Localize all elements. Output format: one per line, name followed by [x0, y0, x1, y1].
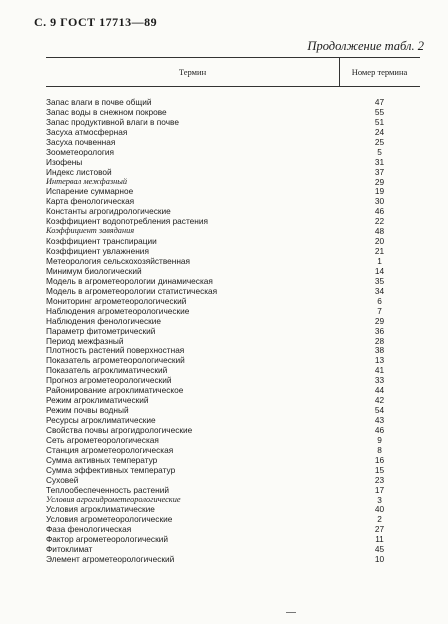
- table-header: [46, 58, 420, 86]
- term-number-cell: 40: [374, 504, 385, 515]
- table-row: [46, 236, 420, 246]
- table-row: [46, 117, 420, 127]
- term-number-cell: 20: [374, 236, 385, 247]
- term-cell: Условия агрогидрометеорологические: [46, 494, 181, 504]
- term-cell: Модель в агрометеорологии статистическая: [46, 285, 218, 296]
- term-cell: Константы агрогидрологические: [46, 206, 171, 217]
- term-number-cell: 41: [374, 365, 385, 376]
- table-row: [46, 216, 420, 226]
- term-number-cell: 27: [374, 524, 385, 535]
- term-number-cell: 1: [377, 256, 382, 266]
- term-number-cell: 9: [377, 434, 382, 445]
- term-number-cell: 34: [374, 285, 385, 296]
- table-row: [46, 395, 420, 405]
- term-number-cell: 14: [374, 265, 385, 276]
- table-row: [46, 286, 420, 296]
- table-row: [46, 475, 420, 485]
- term-number-cell: 24: [374, 126, 385, 137]
- table-row: [46, 544, 420, 554]
- term-number-cell: 21: [374, 246, 385, 257]
- table-row: [46, 157, 420, 167]
- column-header-term: Термин: [178, 67, 207, 77]
- table-row: [46, 445, 420, 455]
- term-cell: Модель в агрометеорологии динамическая: [46, 275, 213, 286]
- term-cell: Испарение суммарное: [46, 186, 134, 197]
- term-number-cell: 51: [374, 116, 385, 127]
- term-cell: Показатель агрометеорологический: [46, 355, 185, 366]
- term-cell: Засуха почвенная: [46, 136, 116, 147]
- table-row: [46, 177, 420, 187]
- term-cell: Фаза фенологическая: [46, 524, 132, 535]
- term-cell: Фактор агрометеорологический: [46, 534, 168, 545]
- term-cell: Запас продуктивной влаги в почве: [46, 116, 179, 127]
- term-number-cell: 7: [377, 305, 382, 316]
- table-row: [46, 336, 420, 346]
- term-cell: Карта фенологическая: [46, 196, 135, 207]
- table-row: [46, 266, 420, 276]
- table-row: [46, 415, 420, 425]
- term-cell: Показатель агроклиматический: [46, 365, 168, 376]
- table-row: [46, 385, 420, 395]
- term-cell: Изофены: [46, 156, 83, 167]
- term-cell: Районирование агроклиматическое: [46, 385, 184, 396]
- term-cell: Индекс листовой: [46, 166, 112, 177]
- term-number-cell: 35: [374, 275, 385, 286]
- term-number-cell: 15: [374, 464, 385, 475]
- term-cell: Зоометеорология: [46, 146, 114, 157]
- table-row: [46, 455, 420, 465]
- term-number-cell: 46: [374, 424, 385, 435]
- table-continuation-label: Продолжение табл. 2: [307, 39, 424, 53]
- term-cell: Период межфазный: [46, 335, 124, 346]
- table-row: [46, 375, 420, 385]
- term-number-cell: 25: [374, 136, 385, 147]
- term-number-cell: 5: [377, 146, 382, 157]
- table-row: [46, 186, 420, 196]
- table-row: [46, 137, 420, 147]
- term-cell: Минимум биологический: [46, 265, 142, 276]
- table-row: [46, 127, 420, 137]
- term-number-cell: 17: [374, 484, 385, 495]
- term-cell: Запас воды в снежном покрове: [46, 106, 167, 117]
- term-number-cell: 48: [374, 226, 385, 237]
- term-number-cell: 31: [374, 156, 385, 167]
- table-row: [46, 365, 420, 375]
- terms-table: [46, 57, 420, 564]
- page-header: С. 9 ГОСТ 17713—89: [34, 15, 158, 29]
- term-cell: Ресурсы агроклиматические: [46, 415, 156, 425]
- term-number-cell: 22: [374, 216, 385, 227]
- term-number-cell: 45: [374, 544, 385, 555]
- footer-mark: [286, 612, 296, 613]
- term-number-cell: 42: [374, 395, 385, 406]
- term-cell: Сумма активных температур: [46, 454, 158, 465]
- term-number-cell: 29: [374, 315, 385, 326]
- term-number-cell: 55: [374, 106, 385, 117]
- table-body: [46, 97, 420, 564]
- table-row: [46, 514, 420, 524]
- term-cell: Режим агроклиматический: [46, 395, 149, 406]
- term-number-cell: 16: [374, 454, 385, 465]
- table-row: [46, 345, 420, 355]
- table-row: [46, 306, 420, 316]
- table-row: [46, 495, 420, 505]
- term-number-cell: 10: [374, 554, 385, 565]
- term-number-cell: 11: [375, 534, 384, 545]
- term-cell: Свойства почвы агрогидрологические: [46, 424, 193, 435]
- term-number-cell: 6: [377, 295, 382, 306]
- term-number-cell: 43: [374, 415, 385, 425]
- term-number-cell: 33: [374, 375, 385, 386]
- term-cell: Станция агрометеорологическая: [46, 444, 174, 455]
- table-row: [46, 276, 420, 286]
- term-cell: Мониторинг агрометеорологический: [46, 295, 187, 306]
- term-number-cell: 37: [374, 166, 385, 177]
- term-cell: Условия агрометеорологические: [46, 514, 173, 525]
- table-row: [46, 226, 420, 236]
- table-row: [46, 485, 420, 495]
- table-row: [46, 246, 420, 256]
- term-cell: Сеть агрометеорологическая: [46, 434, 159, 445]
- term-cell: Коэффициент водопотребления растения: [46, 216, 208, 227]
- term-number-cell: 46: [374, 206, 385, 217]
- term-number-cell: 29: [374, 176, 385, 187]
- table-row: [46, 326, 420, 336]
- term-cell: Сумма эффективных температур: [46, 464, 176, 475]
- table-row: [46, 425, 420, 435]
- term-cell: Коэффициент транспирации: [46, 236, 157, 247]
- term-number-cell: 30: [374, 196, 385, 207]
- column-header-number: Номер термина: [351, 67, 408, 77]
- term-cell: Коэффициент завядания: [46, 226, 135, 236]
- term-cell: Интервал межфазный: [46, 176, 127, 186]
- table-row: [46, 147, 420, 157]
- table-row: [46, 196, 420, 206]
- term-number-cell: 54: [374, 405, 385, 416]
- table-row: [46, 256, 420, 266]
- table-header-rule: [46, 86, 420, 87]
- table-row: [46, 107, 420, 117]
- term-cell: Плотность растений поверхностная: [46, 345, 185, 356]
- term-cell: Суховей: [46, 474, 79, 485]
- term-number-cell: 36: [374, 325, 385, 336]
- term-number-cell: 38: [374, 345, 385, 356]
- table-row: [46, 465, 420, 475]
- term-cell: Прогноз агрометеорологический: [46, 375, 172, 386]
- table-row: [46, 167, 420, 177]
- term-cell: Условия агроклиматические: [46, 504, 155, 515]
- term-number-cell: 19: [374, 186, 385, 197]
- term-number-cell: 3: [377, 494, 382, 505]
- table-row: [46, 554, 420, 564]
- term-number-cell: 28: [374, 335, 385, 346]
- term-number-cell: 2: [377, 514, 382, 525]
- term-cell: Метеорология сельскохозяйственная: [46, 256, 191, 266]
- term-number-cell: 23: [374, 474, 385, 485]
- term-cell: Запас влаги в почве общий: [46, 97, 152, 107]
- term-cell: Наблюдения агрометеорологические: [46, 305, 190, 316]
- term-number-cell: 8: [377, 444, 382, 455]
- table-row: [46, 435, 420, 445]
- term-cell: Параметр фитометрический: [46, 325, 156, 336]
- term-number-cell: 44: [374, 385, 385, 396]
- term-cell: Засуха атмосферная: [46, 126, 128, 137]
- table-row: [46, 534, 420, 544]
- term-number-cell: 13: [374, 355, 385, 366]
- table-row: [46, 206, 420, 216]
- table-row: [46, 97, 420, 107]
- table-row: [46, 524, 420, 534]
- term-cell: Режим почвы водный: [46, 405, 129, 416]
- term-cell: Наблюдения фенологические: [46, 315, 161, 326]
- term-cell: Коэффициент увлажнения: [46, 246, 149, 257]
- term-cell: Теплообеспеченность растений: [46, 484, 169, 495]
- term-cell: Фитоклимат: [46, 544, 93, 555]
- table-row: [46, 355, 420, 365]
- term-number-cell: 47: [374, 97, 385, 107]
- table-row: [46, 504, 420, 514]
- term-cell: Элемент агрометеорологический: [46, 554, 175, 565]
- table-row: [46, 405, 420, 415]
- table-row: [46, 316, 420, 326]
- table-row: [46, 296, 420, 306]
